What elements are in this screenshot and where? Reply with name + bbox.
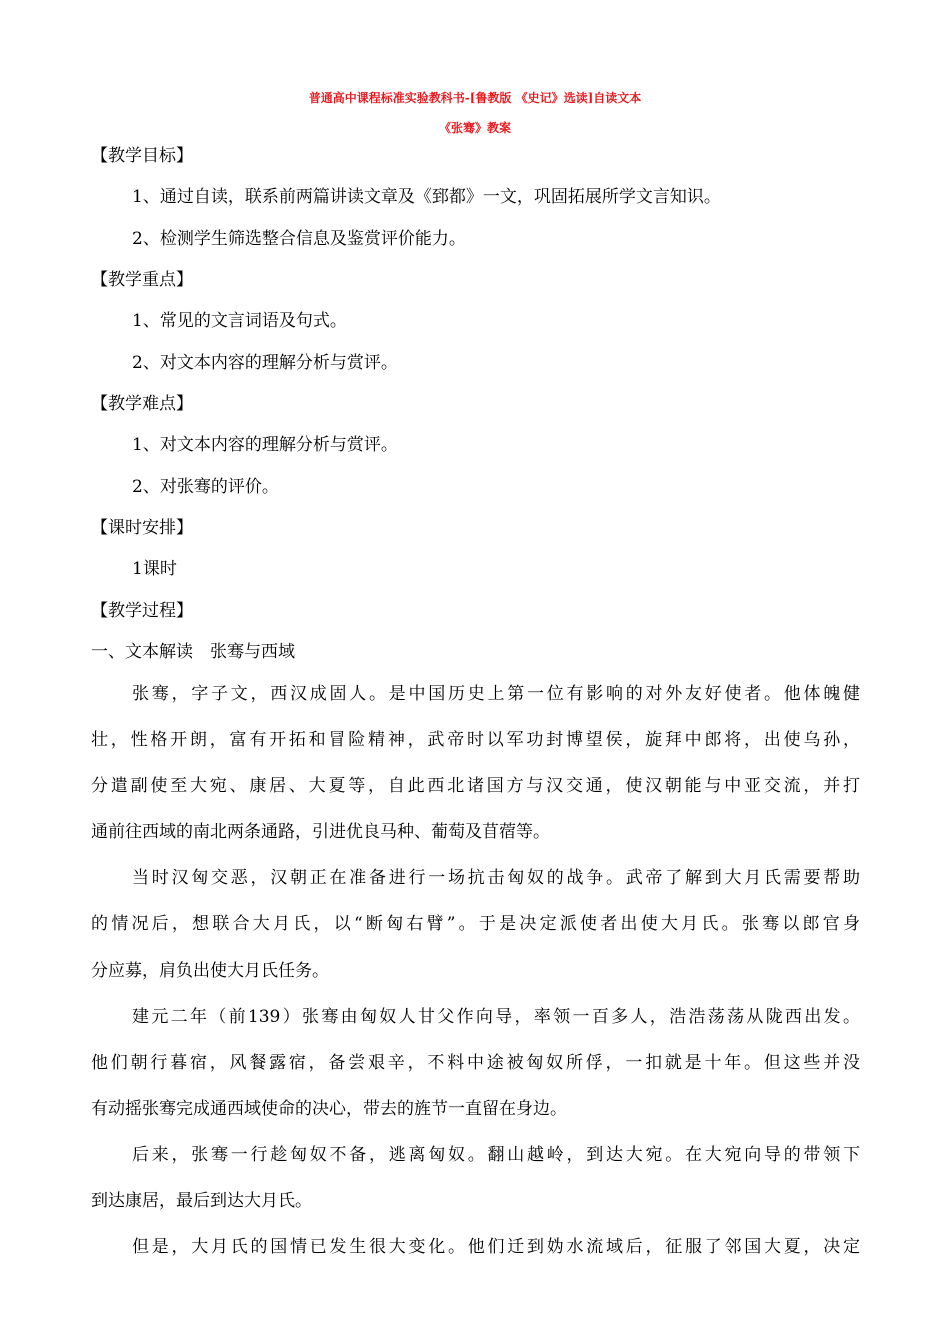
section-heading-process: 【教学过程】 [91,601,193,621]
paragraph-4-line-2: 到达康居，最后到达大月氏。 [91,1191,312,1211]
key-point-item-1: 1、常见的文言词语及句式。 [132,311,347,331]
document-title-line-2: 《张骞》教案 [438,121,511,135]
paragraph-3-line-2: 他们朝行暮宿，风餐露宿，备尝艰辛，不料中途被匈奴所俘，一扣就是十年。但这些并没 [91,1053,860,1073]
paragraph-1-line-4: 通前往西域的南北两条通路，引进优良马种、葡萄及苜蓿等。 [91,822,550,842]
paragraph-3-line-1: 建元二年（前139）张骞由匈奴人甘父作向导，率领一百多人，浩浩荡荡从陇西出发。 [132,1007,860,1027]
paragraph-1-line-2: 壮，性格开朗，富有开拓和冒险精神，武帝时以军功封博望侯，旋拜中郎将，出使乌孙， [91,730,860,750]
paragraph-1-line-1: 张骞，字子文，西汉成固人。是中国历史上第一位有影响的对外友好使者。他体魄健 [132,684,860,704]
part-heading-1: 一、文本解读 张骞与西域 [91,642,295,662]
key-point-item-2: 2、对文本内容的理解分析与赏评。 [132,353,398,373]
document-title-line-1: 普通高中课程标准实验教科书-[鲁教版 《史记》选读]自读文本 [308,91,642,105]
section-heading-difficulties: 【教学难点】 [91,394,193,414]
paragraph-2-line-1: 当时汉匈交恶，汉朝正在准备进行一场抗击匈奴的战争。武帝了解到大月氏需要帮助 [132,868,860,888]
difficulty-item-1: 1、对文本内容的理解分析与赏评。 [132,435,398,455]
paragraph-5-line-1: 但是，大月氏的国情已发生很大变化。他们迁到妫水流域后，征服了邻国大夏，决定 [132,1237,860,1257]
section-heading-schedule: 【课时安排】 [91,518,193,538]
paragraph-2-line-2: 的情况后，想联合大月氏，以“断匈右臂”。于是决定派使者出使大月氏。张骞以郎官身 [91,914,860,934]
section-heading-goals: 【教学目标】 [91,146,193,166]
goal-item-1: 1、通过自读，联系前两篇讲读文章及《郅都》一文，巩固拓展所学文言知识。 [132,187,721,207]
paragraph-1-line-3: 分遣副使至大宛、康居、大夏等，自此西北诸国方与汉交通，使汉朝能与中亚交流，并打 [91,776,860,796]
difficulty-item-2: 2、对张骞的评价。 [132,477,279,497]
schedule-item-1: 1课时 [132,559,177,579]
paragraph-3-line-3: 有动摇张骞完成通西域使命的决心，带去的旌节一直留在身边。 [91,1099,567,1119]
section-heading-key-points: 【教学重点】 [91,270,193,290]
paragraph-2-line-3: 分应募，肩负出使大月氏任务。 [91,961,329,981]
goal-item-2: 2、检测学生筛选整合信息及鉴赏评价能力。 [132,229,466,249]
paragraph-4-line-1: 后来，张骞一行趁匈奴不备，逃离匈奴。翻山越岭，到达大宛。在大宛向导的带领下 [132,1145,860,1165]
